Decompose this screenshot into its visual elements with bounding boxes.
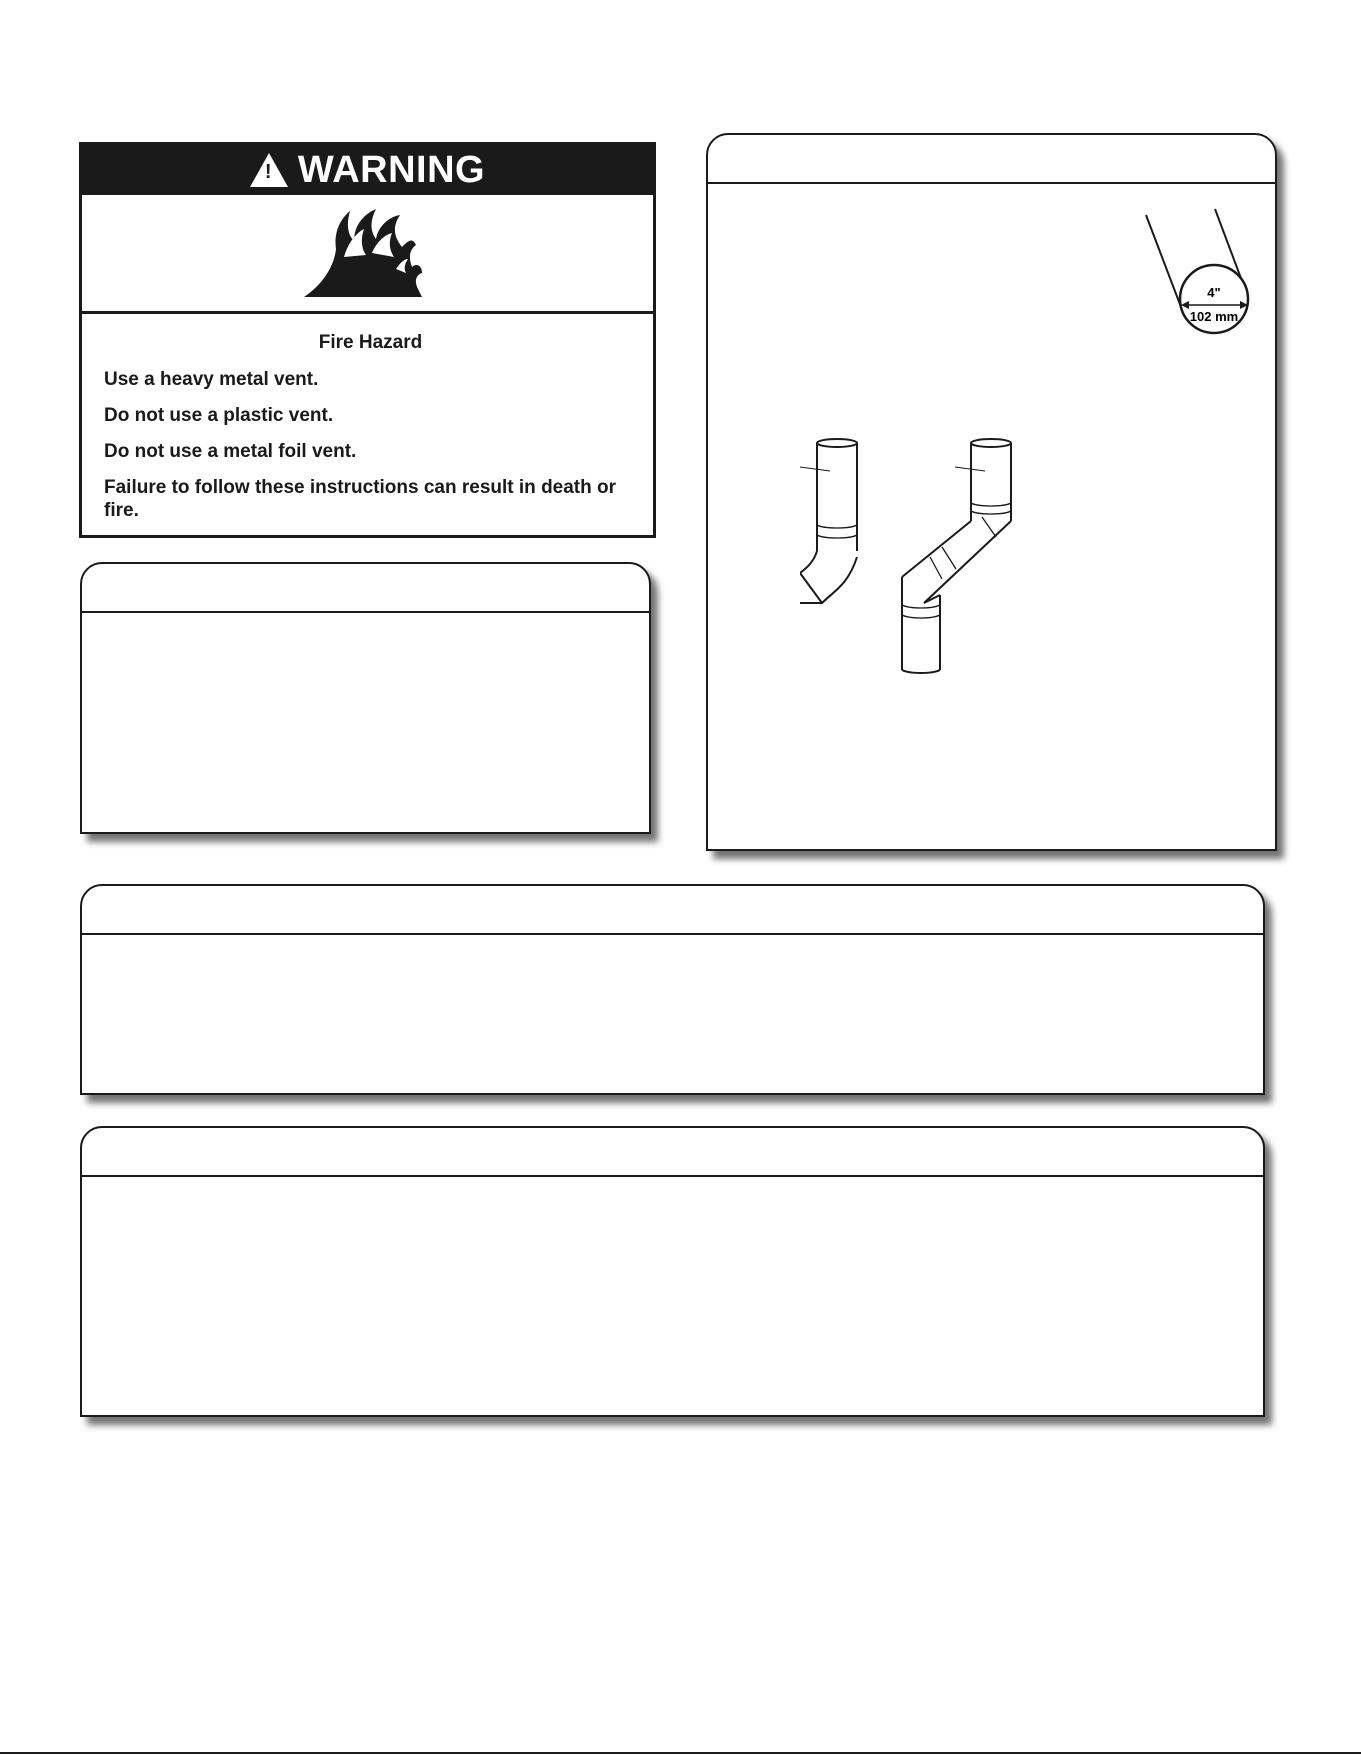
panel-header [82, 886, 1263, 935]
warning-line: Failure to follow these instructions can result in death or fire. [104, 477, 617, 521]
warning-line: Use a heavy metal vent. [104, 369, 319, 390]
vent-diameter-diagram [1125, 205, 1255, 345]
fire-pictogram [82, 195, 653, 314]
panel-header [708, 135, 1275, 184]
panel-header [82, 1128, 1263, 1177]
fire-hazard-flames-icon [304, 207, 434, 299]
warning-line: Do not use a plastic vent. [104, 405, 334, 426]
angled-offset-vent [902, 439, 1011, 673]
hazard-title: Fire Hazard [318, 332, 423, 353]
diameter-mm-label: 102 mm [1189, 309, 1239, 324]
middle-info-panel [80, 884, 1265, 1095]
fire-hazard-warning [79, 142, 656, 538]
panel-header [82, 564, 649, 613]
warning-triangle-icon: ! [250, 153, 288, 187]
warning-header [82, 145, 653, 195]
warning-body [104, 325, 637, 535]
footer-rule [0, 1752, 1361, 1754]
diameter-inches-label: 4" [1207, 285, 1221, 300]
warning-line: Do not use a metal foil vent. [104, 441, 357, 462]
double-elbow-vent [800, 439, 857, 673]
left-info-panel [80, 562, 651, 834]
vent-elbow-diagram [800, 425, 1140, 685]
warning-label: WARNING [297, 148, 486, 191]
bottom-info-panel [80, 1126, 1265, 1417]
